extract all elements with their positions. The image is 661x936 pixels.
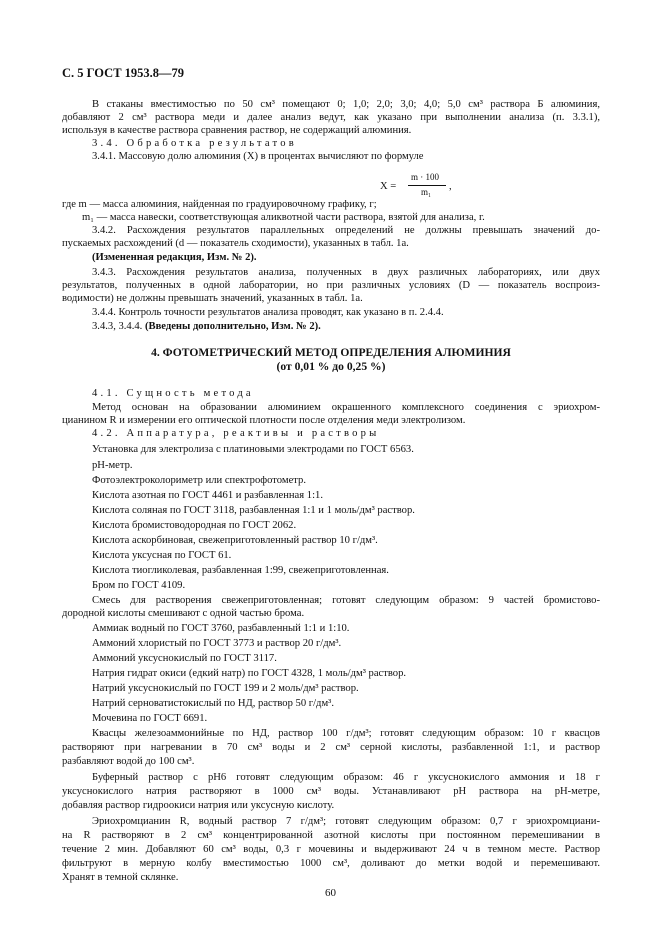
- paragraph-line: используя в качестве раствора сравнения раствор, не содержащий алюминия.: [62, 125, 412, 136]
- edition-note: (Измененная редакция, Изм. № 2).: [92, 252, 257, 263]
- paragraph-line: добавляют 2 см³ раствора меди и далее анализ ведут, как указано при выполнении анализа (п. 3.3.1),: [62, 112, 600, 123]
- paragraph-line: Квасцы железоаммонийные по НД, раствор 100 г/дм³; готовят следующим образом: 10 г квасцов: [92, 728, 600, 739]
- fraction-bar: [408, 185, 446, 186]
- paragraph-line: уксуснокислого натрия растворяют в 1000 см³ воды. Устанавливают рН раствора на рН-метре,: [62, 786, 600, 797]
- reagent-line: дородной кислоты смешивают с одной частью брома.: [62, 608, 305, 619]
- paragraph-line: Эриохромцианин R, водный раствор 7 г/дм³; готовят следующим образом: 0,7 г эриохромциани-: [92, 816, 600, 827]
- reagent-line: Кислота тиогликолевая, разбавленная 1:99, свежеприготовленная.: [92, 565, 389, 576]
- paragraph-line: результатов, полученных в одной лаборатории, но при различных условиях (D — показатель воспроиз-: [62, 280, 600, 291]
- paragraph-line: [92, 320, 600, 333]
- reagent-line: Установка для электролиза с платиновыми электродами по ГОСТ 6563.: [92, 444, 414, 455]
- paragraph-line: 3.4.2. Расхождения результатов параллельных определений не должны превышать значений до-: [92, 225, 600, 236]
- paragraph-line: водимости) не должны превышать значений, указанных в табл. 1а.: [62, 293, 363, 304]
- paragraph-line: добавляя раствор гидроокиси натрия или уксусную кислоту.: [62, 800, 335, 811]
- section-heading-4-2: 4.2. Аппаратура, реактивы и растворы: [92, 428, 380, 439]
- paragraph-line: 3.4.1. Массовую долю алюминия (X) в процентах вычисляют по формуле: [92, 151, 424, 162]
- section-4-subtitle: (от 0,01 % до 0,25 %): [276, 360, 386, 373]
- paragraph-line: m₁ — масса навески, соответствующая аликвотной части раствора, взятой для анализа, г.: [82, 212, 485, 223]
- reagent-line: Кислота уксусная по ГОСТ 61.: [92, 550, 232, 561]
- reagent-line: рН-метр.: [92, 460, 133, 471]
- reagent-line: Мочевина по ГОСТ 6691.: [92, 713, 208, 724]
- reagent-line: Кислота соляная по ГОСТ 3118, разбавленная 1:1 и 1 моль/дм³ раствор.: [92, 505, 415, 516]
- page-number: 60: [325, 887, 336, 899]
- paragraph-line: фильтруют в мерную колбу вместимостью 1000 см³, доливают до метки водой и перемешивают.: [62, 858, 600, 869]
- section-heading-4-1: 4.1. Сущность метода: [92, 388, 254, 399]
- paragraph-line: растворяют при нагревании в 70 см³ воды и 2 см³ серной кислоты, разбавленной 1:1, и раствор: [62, 742, 600, 753]
- paragraph-line: В стаканы вместимостью по 50 см³ помещают 0; 1,0; 2,0; 3,0; 4,0; 5,0 см³ раствора Б алюминия,: [92, 99, 600, 110]
- page-header: С. 5 ГОСТ 1953.8—79: [62, 66, 185, 80]
- paragraph-line: Буферный раствор с рН6 готовят следующим образом: 46 г уксуснокислого аммония и 18 г: [92, 772, 600, 783]
- reagent-line: Фотоэлектроколориметр или спектрофотометр.: [92, 475, 306, 486]
- reagent-line: Кислота азотная по ГОСТ 4461 и разбавленная 1:1.: [92, 490, 323, 501]
- formula-comma: ,: [449, 181, 452, 192]
- paragraph-line: на R растворяют в 2 см³ концентрированной азотной кислоты при постоянном перемешивании в: [62, 830, 600, 841]
- formula-numerator: m · 100: [411, 172, 439, 182]
- reagent-line: Аммоний хлористый по ГОСТ 3773 и раствор 20 г/дм³.: [92, 638, 342, 649]
- paragraph-line: течение 2 мин. Добавляют 60 см³ воды, 0,3 г мочевины и выдерживают 24 ч в темном месте. Раствор: [62, 844, 600, 855]
- paragraph-line: цианином R и измерении его оптической плотности после отделения меди электролизом.: [62, 415, 466, 426]
- clause-refs: 3.4.3, 3.4.4.: [92, 321, 143, 332]
- paragraph-line: где m — масса алюминия, найденная по градуировочному графику, г;: [62, 199, 377, 210]
- reagent-line: Аммиак водный по ГОСТ 3760, разбавленный 1:1 и 1:10.: [92, 623, 350, 634]
- paragraph-line: Хранят в темной склянке.: [62, 872, 179, 883]
- reagent-line: Натрия гидрат окиси (едкий натр) по ГОСТ 4328, 1 моль/дм³ раствор.: [92, 668, 407, 679]
- paragraph-line: пускаемых расхождений (d — показатель сходимости), указанных в табл. 1а.: [62, 238, 409, 249]
- paragraph-line: разбавляют водой до 100 см³.: [62, 756, 195, 767]
- formula-denominator: m₁: [421, 187, 432, 197]
- reagent-line: Натрий уксуснокислый по ГОСТ 199 и 2 моль/дм³ раствор.: [92, 683, 359, 694]
- edition-note: (Введены дополнительно, Изм. № 2).: [144, 321, 321, 332]
- paragraph-line: Метод основан на образовании алюминием окрашенного комплексного соединения с эриохром-: [92, 402, 600, 413]
- section-heading-3-4: 3.4. Обработка результатов: [92, 138, 297, 149]
- formula-lhs: X =: [380, 181, 397, 192]
- reagent-line: Кислота аскорбиновая, свежеприготовленный раствор 10 г/дм³.: [92, 535, 378, 546]
- reagent-line: Бром по ГОСТ 4109.: [92, 580, 186, 591]
- section-4-title: 4. ФОТОМЕТРИЧЕСКИЙ МЕТОД ОПРЕДЕЛЕНИЯ АЛЮМИНИЯ: [151, 346, 511, 359]
- reagent-line: Кислота бромистоводородная по ГОСТ 2062.: [92, 520, 297, 531]
- reagent-line: Натрий серноватистокислый по НД, раствор 50 г/дм³.: [92, 698, 334, 709]
- paragraph-line: 3.4.4. Контроль точности результатов анализа проводят, как указано в п. 2.4.4.: [92, 307, 444, 318]
- paragraph-line: 3.4.3. Расхождения результатов анализа, полученных в двух различных лабораториях, или двух: [92, 267, 600, 278]
- reagent-line: Смесь для растворения свежеприготовленная; готовят следующим образом: 9 частей бромистово-: [92, 595, 600, 606]
- reagent-line: Аммоний уксуснокислый по ГОСТ 3117.: [92, 653, 277, 664]
